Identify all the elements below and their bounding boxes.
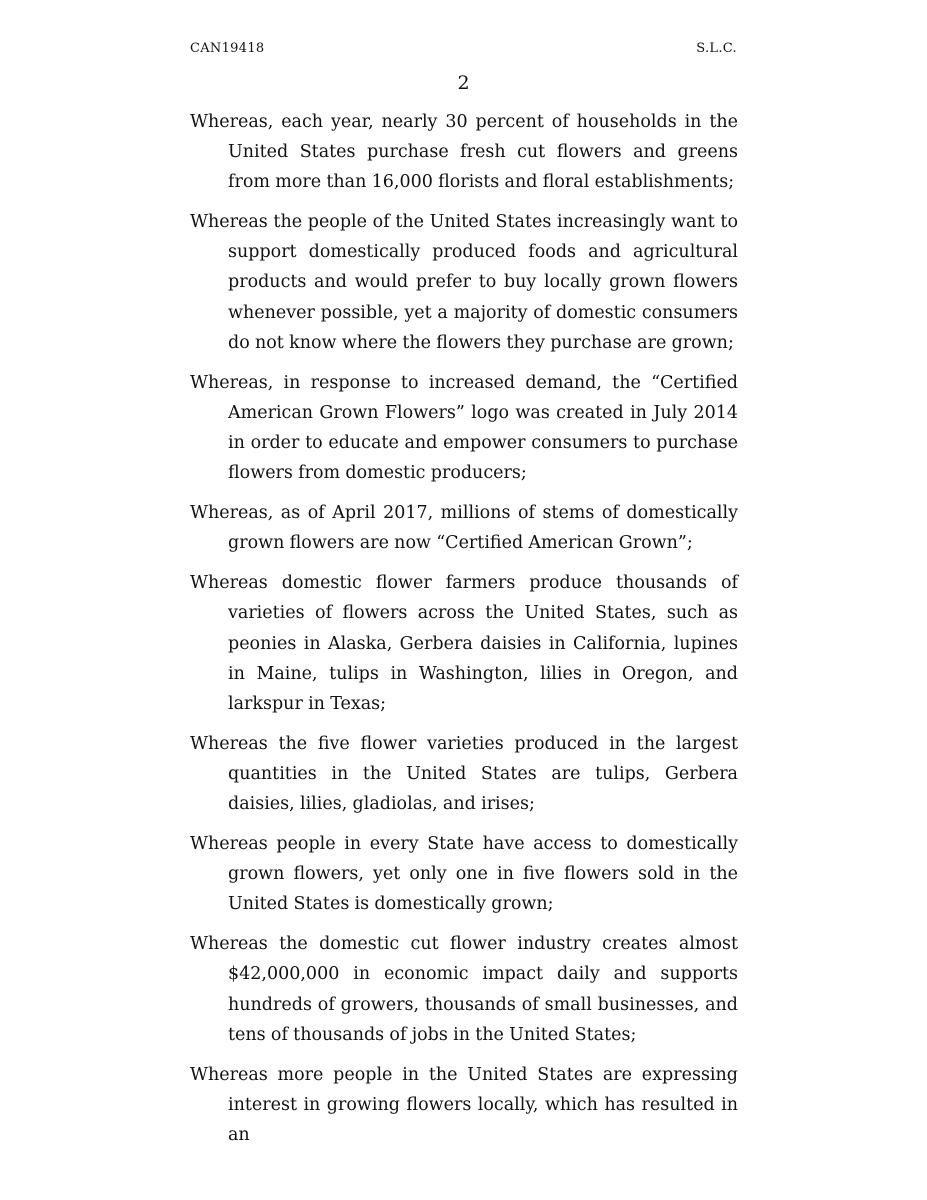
whereas-clause: Whereas the domestic cut flower industry creates almost $42,000,000 in economic impact daily and supports hundreds of growers, thousands of small businesses, and tens of thousands of jobs in the United States; [190,934,738,1045]
document-id: CAN19418 [190,41,265,56]
page-number: 2 [457,72,470,94]
whereas-clause: Whereas more people in the United States are expressing interest in growing flowers locally, which has resulted in an [190,1064,738,1145]
whereas-clause: Whereas the five flower varieties produced in the largest quantities in the United States are tulips, Gerbera daisies, lilies, gladiolas, and irises; [190,733,738,814]
whereas-clause: Whereas, as of April 2017, millions of stems of domestically grown flowers are now “Certified American Grown”; [190,503,738,554]
whereas-clause: Whereas the people of the United States increasingly want to support domestically produced foods and agricultural products and would prefer to buy locally grown flowers whenever possible, yet a majority of domestic consumers do not know where the flowers they purchase are grown; [190,212,738,353]
whereas-clause: Whereas domestic flower farmers produce thousands of varieties of flowers across the United States, such as peonies in Alaska, Gerbera daisies in California, lupines in Maine, tulips in Washington, lilies in Oregon, and larkspur in Texas; [190,573,738,714]
whereas-clause: Whereas, in response to increased demand, the “Certified American Grown Flowers” logo was created in July 2014 in order to educate and empower consumers to purchase flowers from domestic producers; [190,372,738,484]
office-code: S.L.C. [696,41,737,56]
whereas-clause: Whereas people in every State have access to domestically grown flowers, yet only one in five flowers sold in the United States is domestically grown; [190,834,738,915]
resolution-body [190,107,738,1160]
whereas-clause: Whereas, each year, nearly 30 percent of households in the United States purchase fresh cut flowers and greens from more than 16,000 florists and floral establishments; [190,112,738,193]
